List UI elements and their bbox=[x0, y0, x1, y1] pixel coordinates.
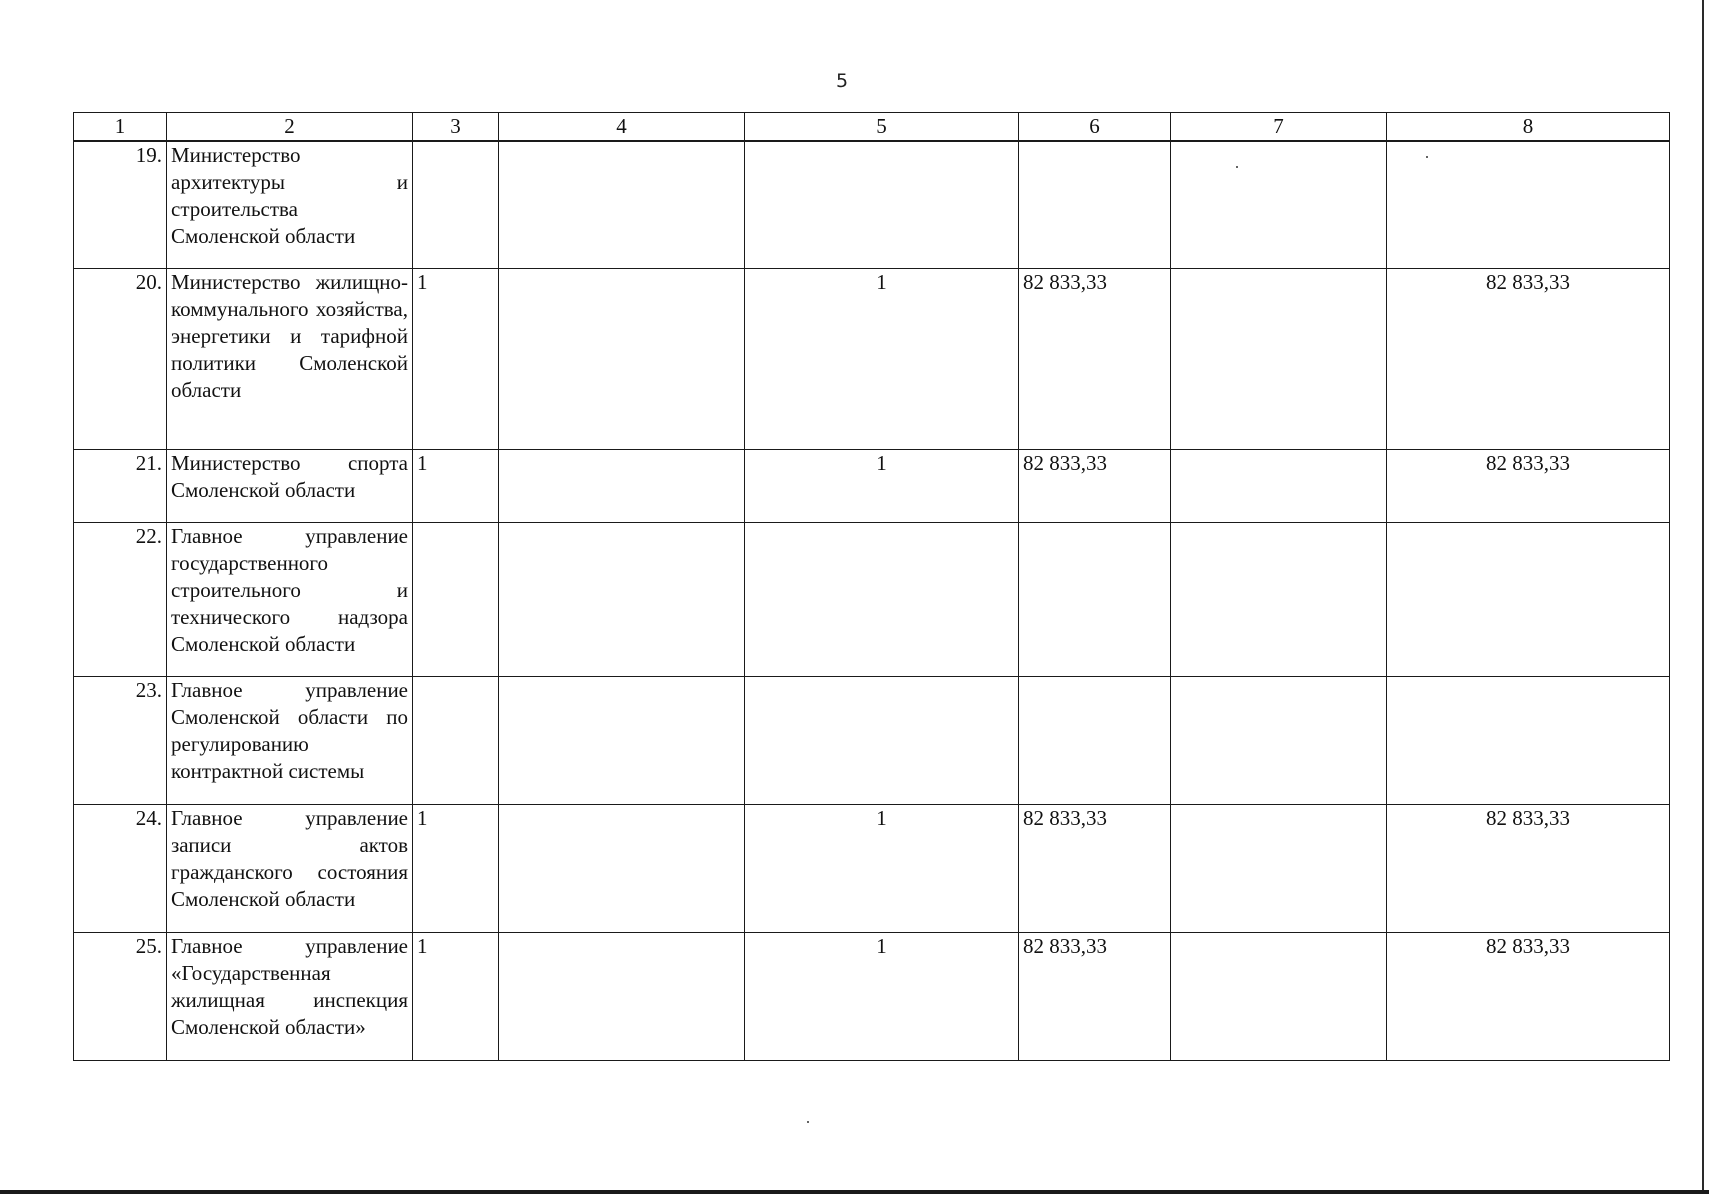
col-3-value: 1 bbox=[413, 932, 499, 1060]
col-4-value bbox=[499, 804, 745, 932]
col-3-value: 1 bbox=[413, 804, 499, 932]
col-7-value bbox=[1171, 141, 1387, 268]
scan-edge-line bbox=[1702, 0, 1704, 1192]
organization-name: Главное управление государственного строительного и технического надзора Смоленской области bbox=[167, 522, 413, 676]
col-4-value bbox=[499, 522, 745, 676]
row-number: 19. bbox=[74, 141, 167, 268]
col-5-value bbox=[745, 676, 1019, 804]
col-5-value: 1 bbox=[745, 449, 1019, 522]
col-4-value bbox=[499, 932, 745, 1060]
col-6-value: 82 833,33 bbox=[1019, 932, 1171, 1060]
col-6-value bbox=[1019, 141, 1171, 268]
col-3-value: 1 bbox=[413, 449, 499, 522]
col-7-value bbox=[1171, 676, 1387, 804]
scan-speck bbox=[1236, 166, 1238, 168]
table-row bbox=[74, 141, 1670, 268]
col-3-value bbox=[413, 676, 499, 804]
page-number: 5 bbox=[835, 70, 849, 92]
table-row bbox=[74, 268, 1670, 449]
organization-name: Министерство архитектуры и строительства Смоленской области bbox=[167, 141, 413, 268]
col-8-value bbox=[1387, 676, 1670, 804]
organization-name: Главное управление записи актов гражданского состояния Смоленской области bbox=[167, 804, 413, 932]
header-col-6: 6 bbox=[1019, 113, 1171, 142]
col-6-value bbox=[1019, 522, 1171, 676]
header-col-1: 1 bbox=[74, 113, 167, 142]
header-col-8: 8 bbox=[1387, 113, 1670, 142]
col-7-value bbox=[1171, 268, 1387, 449]
row-number: 23. bbox=[74, 676, 167, 804]
col-6-value bbox=[1019, 676, 1171, 804]
col-6-value: 82 833,33 bbox=[1019, 804, 1171, 932]
header-col-3: 3 bbox=[413, 113, 499, 142]
col-4-value bbox=[499, 449, 745, 522]
scan-speck bbox=[1426, 156, 1428, 158]
scan-speck bbox=[807, 1121, 809, 1123]
row-number: 25. bbox=[74, 932, 167, 1060]
col-8-value: 82 833,33 bbox=[1387, 932, 1670, 1060]
organization-name: Главное управление Смоленской области по регулированию контрактной системы bbox=[167, 676, 413, 804]
col-8-value bbox=[1387, 522, 1670, 676]
col-7-value bbox=[1171, 522, 1387, 676]
table-row bbox=[74, 804, 1670, 932]
col-3-value bbox=[413, 522, 499, 676]
header-col-2: 2 bbox=[167, 113, 413, 142]
header-col-7: 7 bbox=[1171, 113, 1387, 142]
page-bottom-rule bbox=[0, 1190, 1709, 1194]
col-6-value: 82 833,33 bbox=[1019, 449, 1171, 522]
row-number: 20. bbox=[74, 268, 167, 449]
col-5-value bbox=[745, 522, 1019, 676]
col-5-value: 1 bbox=[745, 804, 1019, 932]
table-row bbox=[74, 449, 1670, 522]
col-7-value bbox=[1171, 804, 1387, 932]
col-4-value bbox=[499, 268, 745, 449]
allocation-table bbox=[73, 112, 1670, 1061]
col-4-value bbox=[499, 141, 745, 268]
col-4-value bbox=[499, 676, 745, 804]
col-5-value: 1 bbox=[745, 932, 1019, 1060]
table-row bbox=[74, 932, 1670, 1060]
col-8-value bbox=[1387, 141, 1670, 268]
header-col-5: 5 bbox=[745, 113, 1019, 142]
organization-name: Министерство спорта Смоленской области bbox=[167, 449, 413, 522]
col-7-value bbox=[1171, 932, 1387, 1060]
header-row bbox=[74, 113, 1670, 142]
header-col-4: 4 bbox=[499, 113, 745, 142]
col-7-value bbox=[1171, 449, 1387, 522]
col-6-value: 82 833,33 bbox=[1019, 268, 1171, 449]
col-5-value bbox=[745, 141, 1019, 268]
table-row bbox=[74, 522, 1670, 676]
col-8-value: 82 833,33 bbox=[1387, 449, 1670, 522]
col-3-value: 1 bbox=[413, 268, 499, 449]
row-number: 22. bbox=[74, 522, 167, 676]
col-5-value: 1 bbox=[745, 268, 1019, 449]
col-3-value bbox=[413, 141, 499, 268]
col-8-value: 82 833,33 bbox=[1387, 804, 1670, 932]
row-number: 24. bbox=[74, 804, 167, 932]
col-8-value: 82 833,33 bbox=[1387, 268, 1670, 449]
row-number: 21. bbox=[74, 449, 167, 522]
organization-name: Главное управление «Государственная жилищная инспекция Смоленской области» bbox=[167, 932, 413, 1060]
table-row bbox=[74, 676, 1670, 804]
organization-name: Министерство жилищно-коммунального хозяйства, энергетики и тарифной политики Смоленской области bbox=[167, 268, 413, 449]
